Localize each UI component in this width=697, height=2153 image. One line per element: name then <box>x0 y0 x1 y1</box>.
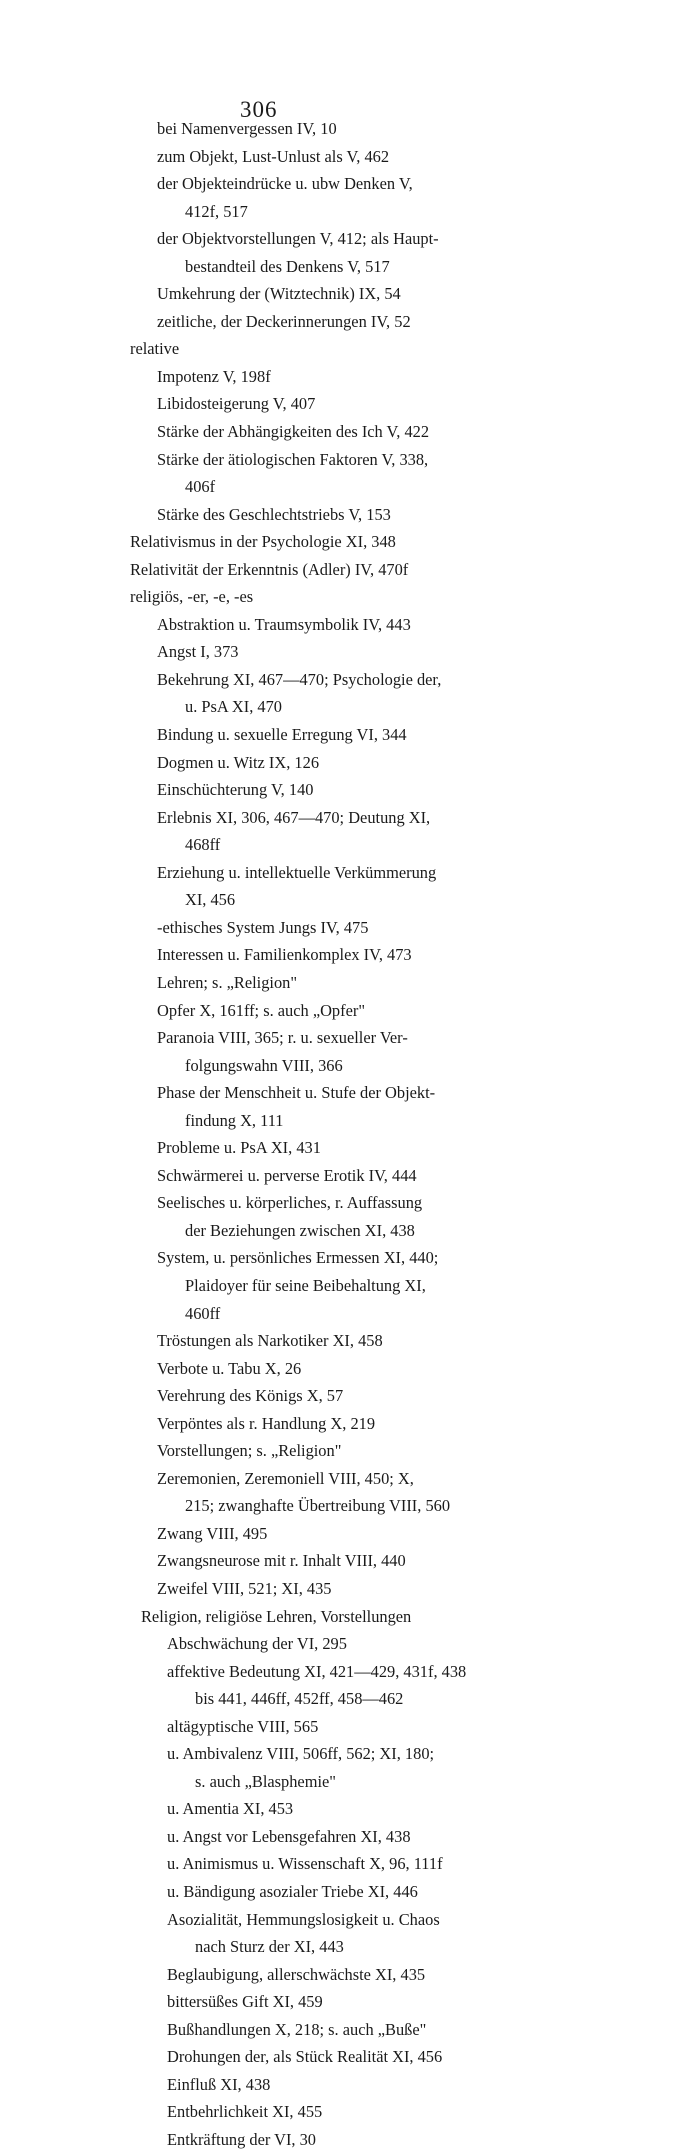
index-entry: Bußhandlungen X, 218; s. auch „Buße" <box>167 2019 427 2039</box>
index-entry: der Objektvorstellungen V, 412; als Haupt- <box>157 229 439 249</box>
index-entry: Entkräftung der VI, 30 <box>167 2129 316 2149</box>
index-entry: Abstraktion u. Traumsymbolik IV, 443 <box>157 614 411 634</box>
index-entry: u. Animismus u. Wissenschaft X, 96, 111f <box>167 1854 443 1874</box>
index-entry: -ethisches System Jungs IV, 475 <box>157 917 369 937</box>
index-entry: Drohungen der, als Stück Realität XI, 456 <box>167 2047 443 2067</box>
index-entry: nach Sturz der XI, 443 <box>195 1937 344 1957</box>
index-entry: 412f, 517 <box>185 201 248 221</box>
index-entry: Verbote u. Tabu X, 26 <box>157 1358 302 1378</box>
index-entry: 215; zwanghafte Übertreibung VIII, 560 <box>185 1496 451 1516</box>
index-entry: bittersüßes Gift XI, 459 <box>167 1992 323 2012</box>
index-entry: Bekehrung XI, 467—470; Psychologie der, <box>157 669 442 689</box>
index-entry: Erlebnis XI, 306, 467—470; Deutung XI, <box>157 807 431 827</box>
index-entry: Zeremonien, Zeremoniell VIII, 450; X, <box>157 1468 414 1488</box>
index-entry: findung X, 111 <box>185 1110 284 1130</box>
index-entry: Tröstungen als Narkotiker XI, 458 <box>157 1331 383 1351</box>
index-entry: Zwang VIII, 495 <box>157 1523 268 1543</box>
index-heading: relative <box>130 339 180 359</box>
index-entry: Angst I, 373 <box>157 642 239 662</box>
index-entry: der Beziehungen zwischen XI, 438 <box>185 1220 415 1240</box>
index-entry: u. Angst vor Lebensgefahren XI, 438 <box>167 1826 411 1846</box>
index-entry: Phase der Menschheit u. Stufe der Objekt- <box>157 1083 436 1103</box>
index-entry: 468ff <box>185 835 221 855</box>
index-entry: Plaidoyer für seine Beibehaltung XI, <box>185 1275 426 1295</box>
index-entry: affektive Bedeutung XI, 421—429, 431f, 438 <box>167 1661 467 1681</box>
index-entry: 460ff <box>185 1303 221 1323</box>
index-entry: Seelisches u. körperliches, r. Auffassung <box>157 1193 423 1213</box>
index-entry: System, u. persönliches Ermessen XI, 440; <box>157 1248 439 1268</box>
index-heading: Religion, religiöse Lehren, Vorstellungen <box>141 1606 412 1626</box>
index-heading: Relativität der Erkenntnis (Adler) IV, 470f <box>130 559 409 579</box>
index-entry: altägyptische VIII, 565 <box>167 1716 319 1736</box>
index-entry: der Objekteindrücke u. ubw Denken V, <box>157 174 413 194</box>
index-entry: Stärke der ätiologischen Faktoren V, 338, <box>157 449 429 469</box>
page-number: 306 <box>240 97 278 122</box>
index-entry: Vorstellungen; s. „Religion" <box>157 1441 342 1461</box>
index-entry: bei Namenvergessen IV, 10 <box>157 119 337 138</box>
index-entry: Stärke der Abhängigkeiten des Ich V, 422 <box>157 422 430 442</box>
index-entry: Dogmen u. Witz IX, 126 <box>157 752 320 772</box>
index-heading: religiös, -er, -e, -es <box>130 587 254 607</box>
index-entry: u. Ambivalenz VIII, 506ff, 562; XI, 180; <box>167 1744 435 1764</box>
index-entry: Paranoia VIII, 365; r. u. sexueller Ver- <box>157 1028 408 1048</box>
index-entry: Bindung u. sexuelle Erregung VI, 344 <box>157 725 407 745</box>
index-entry: folgungswahn VIII, 366 <box>185 1055 343 1075</box>
index-entry: Verpöntes als r. Handlung X, 219 <box>157 1413 376 1433</box>
index-entry: Zwangsneurose mit r. Inhalt VIII, 440 <box>157 1551 406 1571</box>
index-entry: Zweifel VIII, 521; XI, 435 <box>157 1578 332 1598</box>
index-entry: Stärke des Geschlechtstriebs V, 153 <box>157 504 391 524</box>
index-entry: Einfluß XI, 438 <box>167 2074 271 2094</box>
index-entry: 406f <box>185 477 216 497</box>
index-entry: Libidosteigerung V, 407 <box>157 394 316 414</box>
index-entry: Einschüchterung V, 140 <box>157 780 314 800</box>
index-entry: Opfer X, 161ff; s. auch „Opfer" <box>157 1000 366 1020</box>
index-entry: zeitliche, der Deckerinnerungen IV, 52 <box>157 311 411 331</box>
index-entry: u. PsA XI, 470 <box>185 697 282 717</box>
index-entry: Interessen u. Familienkomplex IV, 473 <box>157 945 412 965</box>
index-entry: zum Objekt, Lust-Unlust als V, 462 <box>157 146 390 166</box>
index-entry: Erziehung u. intellektuelle Verkümmerung <box>157 862 437 882</box>
index-entry: Schwärmerei u. perverse Erotik IV, 444 <box>157 1165 417 1185</box>
index-entry: Beglaubigung, allerschwächste XI, 435 <box>167 1964 426 1984</box>
index-heading: Relativismus in der Psychologie XI, 348 <box>130 532 396 552</box>
index-entry: bis 441, 446ff, 452ff, 458—462 <box>195 1689 404 1709</box>
index-entry: Umkehrung der (Witztechnik) IX, 54 <box>157 284 401 304</box>
index-entry: XI, 456 <box>185 890 236 910</box>
index-entry: bestandteil des Denkens V, 517 <box>185 256 390 276</box>
index-entry: Entbehrlichkeit XI, 455 <box>167 2102 323 2122</box>
index-entry: s. auch „Blasphemie" <box>195 1771 336 1791</box>
index-entry: Abschwächung der VI, 295 <box>167 1634 347 1654</box>
index-entry: Verehrung des Königs X, 57 <box>157 1386 344 1406</box>
index-entry: u. Bändigung asozialer Triebe XI, 446 <box>167 1882 418 1901</box>
index-entry: u. Amentia XI, 453 <box>167 1799 294 1819</box>
index-entry: Asozialität, Hemmungslosigkeit u. Chaos <box>167 1909 440 1929</box>
index-entry: Probleme u. PsA XI, 431 <box>157 1138 321 1158</box>
index-entry: Lehren; s. „Religion" <box>157 972 298 992</box>
index-entries <box>0 115 697 2153</box>
index-entry: Impotenz V, 198f <box>157 366 271 386</box>
